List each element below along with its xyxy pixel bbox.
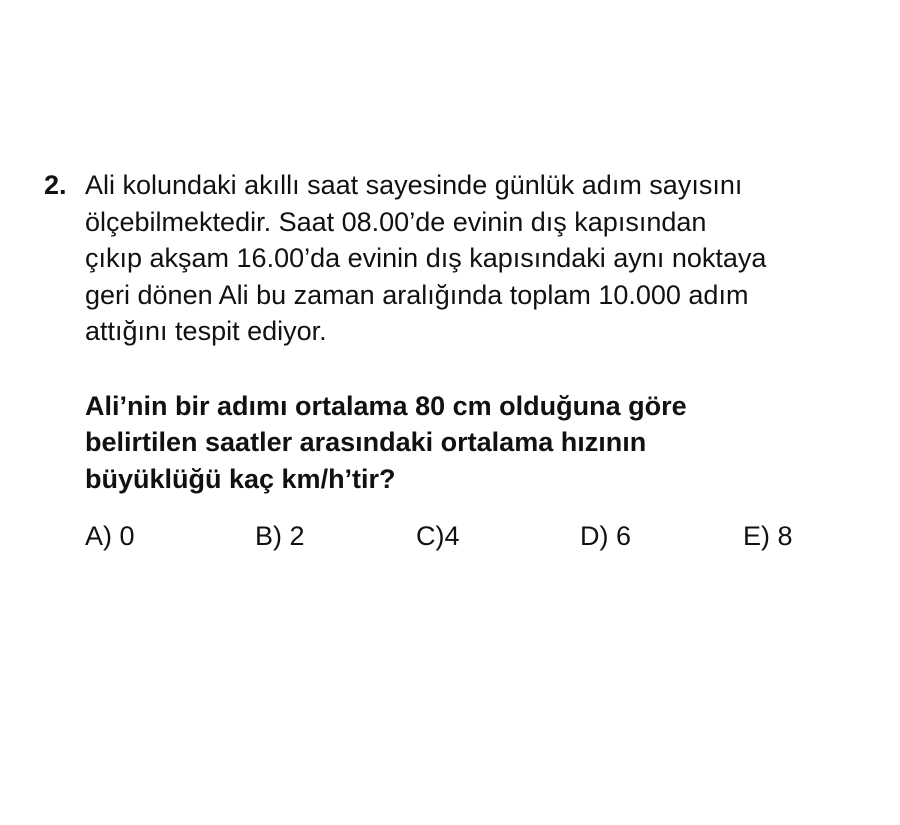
option-b[interactable]: B) 2: [255, 521, 305, 551]
option-e[interactable]: E) 8: [743, 521, 793, 551]
stem-line: attığını tespit ediyor.: [85, 316, 327, 346]
option-c[interactable]: C)4: [416, 521, 460, 551]
stem-line: ölçebilmektedir. Saat 08.00’de evinin dış kapısından: [85, 206, 707, 237]
stem-line: Ali kolundaki akıllı saat sayesinde günlük adım sayısını: [85, 170, 743, 200]
answer-options: [85, 518, 885, 558]
stem-line: geri dönen Ali bu zaman aralığında toplam 10.000 adım: [85, 279, 749, 310]
prompt-line: belirtilen saatler arasındaki ortalama hızının: [85, 427, 647, 457]
question-stem: [85, 167, 885, 350]
stem-line: çıkıp akşam 16.00’da evinin dış kapısındaki aynı noktaya: [85, 243, 767, 273]
prompt-line: Ali’nin bir adımı ortalama 80 cm olduğuna göre: [85, 390, 687, 421]
question-body: [85, 167, 885, 558]
option-d[interactable]: D) 6: [580, 521, 632, 551]
prompt-line: büyüklüğü kaç km/h’tir?: [85, 463, 396, 494]
question-prompt: [85, 388, 885, 498]
option-a[interactable]: A) 0: [85, 521, 135, 551]
question-number: 2.: [44, 170, 67, 200]
